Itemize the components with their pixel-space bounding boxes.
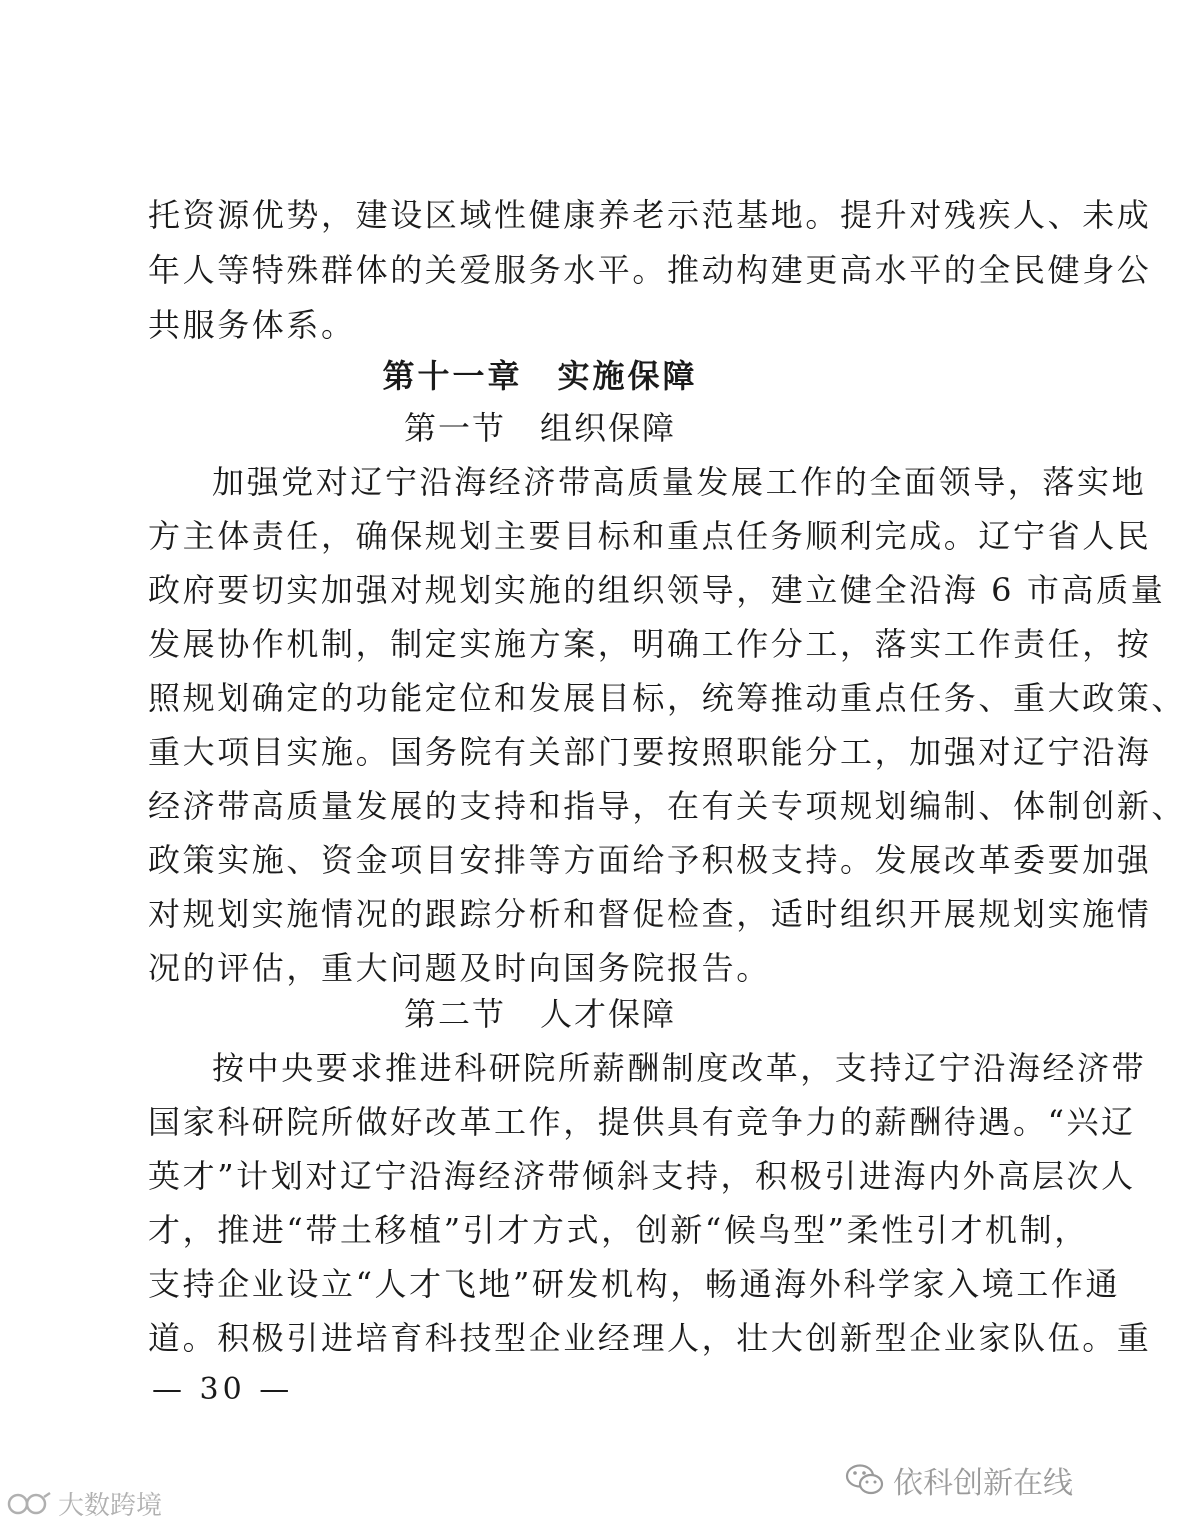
paragraph-line: 国家科研院所做好改革工作，提供具有竞争力的薪酬待遇。“兴辽 (148, 1103, 1136, 1141)
paragraph-line: 英才”计划对辽宁沿海经济带倾斜支持，积极引进海内外高层次人 (148, 1157, 1136, 1195)
paragraph-line: 共服务体系。 (148, 306, 356, 344)
watermark-text: 依科创新在线 (893, 1466, 1073, 1501)
section-title: 第二节 人才保障 (403, 995, 676, 1033)
paragraph-line: 托资源优势，建设区域性健康养老示范基地。提升对残疾人、未成 (148, 196, 1152, 234)
paragraph-line: 支持企业设立“人才飞地”研发机构，畅通海外科学家入境工作通 (148, 1265, 1121, 1303)
watermark-text: 大数跨境 (58, 1491, 163, 1521)
wechat-icon (845, 1463, 885, 1497)
logo-icon (6, 1489, 52, 1519)
paragraph-line: 按中央要求推进科研院所薪酬制度改革，支持辽宁沿海经济带 (212, 1049, 1147, 1087)
chapter-title: 第十一章 实施保障 (382, 357, 698, 395)
paragraph-line: 照规划确定的功能定位和发展目标，统筹推动重点任务、重大政策、 (148, 679, 1186, 717)
page-number: — 30 — (152, 1372, 294, 1407)
paragraph-line: 加强党对辽宁沿海经济带高质量发展工作的全面领导，落实地 (212, 463, 1147, 501)
section-title: 第一节 组织保障 (403, 409, 676, 447)
paragraph-line: 对规划实施情况的跟踪分析和督促检查，适时组织开展规划实施情 (148, 895, 1152, 933)
paragraph-line: 政府要切实加强对规划实施的组织领导，建立健全沿海 6 市高质量 (148, 571, 1166, 609)
paragraph-line: 经济带高质量发展的支持和指导，在有关专项规划编制、体制创新、 (148, 787, 1186, 825)
watermark-right (845, 1458, 1073, 1502)
paragraph-line: 况的评估，重大问题及时向国务院报告。 (148, 949, 771, 987)
paragraph-line: 重大项目实施。国务院有关部门要按照职能分工，加强对辽宁沿海 (148, 733, 1152, 771)
paragraph-line: 年人等特殊群体的关爱服务水平。推动构建更高水平的全民健身公 (148, 251, 1152, 289)
watermark-left (6, 1485, 162, 1522)
paragraph-line: 才，推进“带土移植”引才方式，创新“候鸟型”柔性引才机制， (148, 1211, 1089, 1249)
paragraph-line: 政策实施、资金项目安排等方面给予积极支持。发展改革委要加强 (148, 841, 1152, 879)
paragraph-line: 道。积极引进培育科技型企业经理人，壮大创新型企业家队伍。重 (148, 1319, 1152, 1357)
paragraph-line: 发展协作机制，制定实施方案，明确工作分工，落实工作责任，按 (148, 625, 1152, 663)
paragraph-line: 方主体责任，确保规划主要目标和重点任务顺利完成。辽宁省人民 (148, 517, 1152, 555)
